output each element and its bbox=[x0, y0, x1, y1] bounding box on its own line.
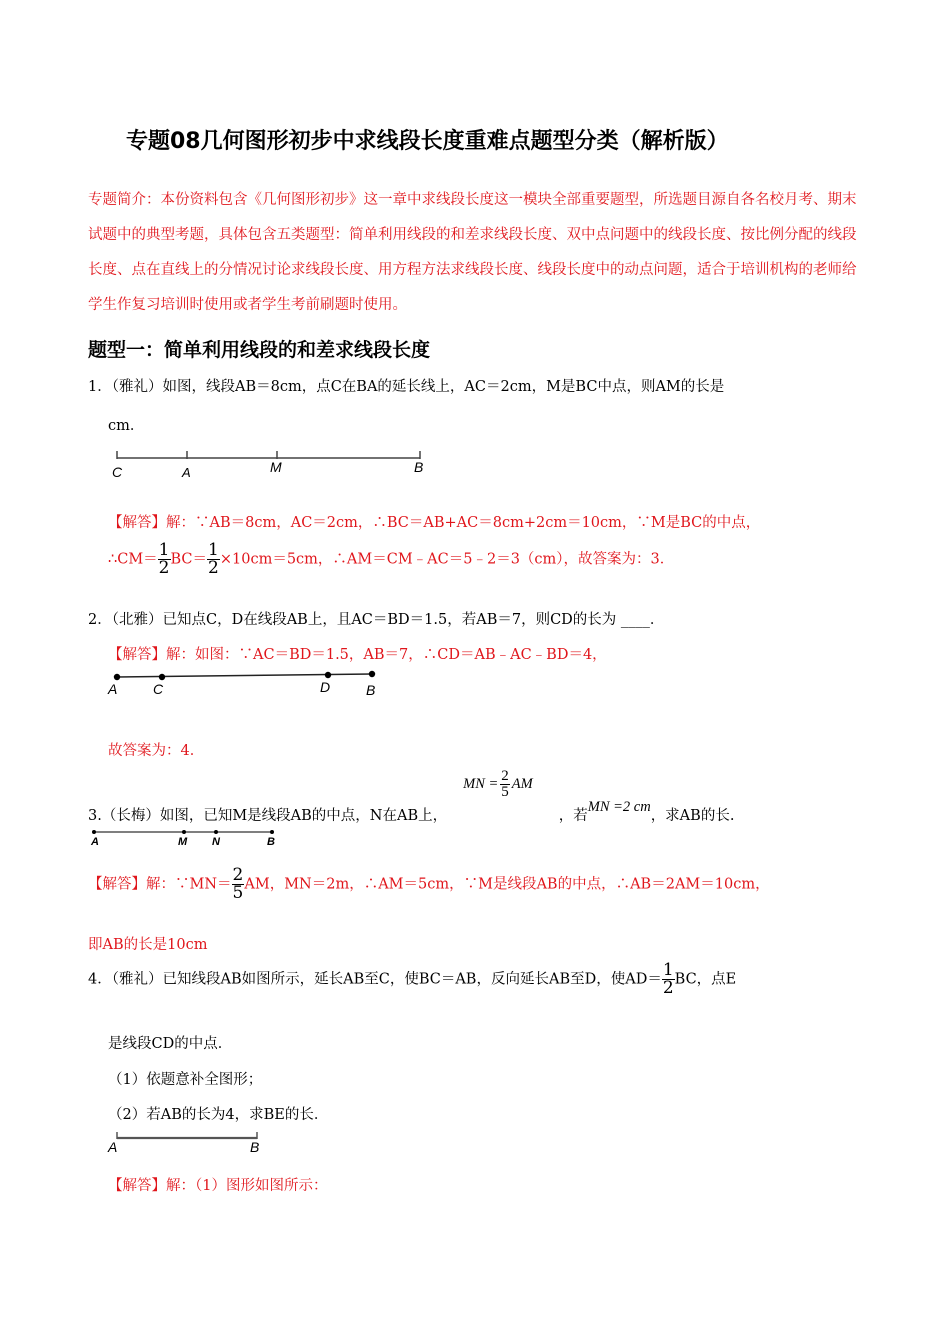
q4-label-a: A bbox=[108, 1139, 118, 1155]
q3-label-b: B bbox=[267, 836, 275, 848]
q2-segment-figure bbox=[110, 670, 380, 690]
q2-text: 2．（北雅）已知点C，D在线段AB上，且AC＝BD＝1.5，若AB＝7，则CD的长为 ____． bbox=[88, 612, 665, 628]
q2-point-c bbox=[159, 674, 165, 680]
fraction-two-fifths: $\frac{2}{5}$ bbox=[232, 865, 244, 903]
q4-text-cont: 是线段CD的中点． bbox=[108, 1036, 233, 1052]
q3-answer-line1: 【解答】解：∵MN＝ $\frac{2}{5}$ AM，MN＝2m，∴AM＝5cm，∵M是线段AB的中点，∴AB＝2AM＝10cm， bbox=[88, 865, 770, 903]
q1-text: 1．（雅礼）如图，线段AB＝8cm，点C在BA的延长线上，AC＝2cm，M是BC中点，则AM的长是 bbox=[88, 379, 725, 395]
q1-label-b: B bbox=[414, 459, 424, 475]
q3-label-a: A bbox=[91, 836, 99, 848]
q1-label-a: A bbox=[182, 465, 191, 480]
q3-text: 3.（长梅）如图，已知M是线段AB的中点，N在AB上，MN = $\frac{2}{5}$ AM，若MN =2 cm，求AB的长. bbox=[88, 768, 735, 824]
q4-text: 4．（雅礼）已知线段AB如图所示，延长AB至C，使BC＝AB，反向延长AB至D，使AD＝ $\frac{1}{2}$ BC，点E bbox=[88, 960, 737, 998]
q3-answer-line2: 即AB的长是10cm bbox=[88, 937, 208, 953]
q3-point-b bbox=[270, 830, 274, 834]
q2-label-b: B bbox=[366, 682, 376, 698]
q4-answer-line1: 【解答】解：（1）图形如图所示： bbox=[108, 1178, 328, 1194]
q3-label-n: N bbox=[212, 836, 220, 848]
q2-answer-line2: 故答案为：4． bbox=[108, 743, 205, 759]
q3-condition: MN =2 cm bbox=[587, 798, 651, 815]
intro-paragraph: 专题简介：本份资料包含《几何图形初步》这一章中求线段长度这一模块全部重要题型，所选题目源自各名校月考、期末试题中的典型考题，具体包含五类题型：简单利用线段的和差求线段长度、双中点问题中的线段长度、按比例分配的线段长度、点在直线上的分情况讨论求线段长度、用方程方法求线段长度、线段长度中的动点问题，适合于培训机构的老师给学生作复习培训时使用或者学生考前刷题时使用。 bbox=[88, 192, 857, 313]
q2-answer-line1: 【解答】解：如图：∵AC＝BD＝1.5，AB＝7，∴CD＝AB﹣AC﹣BD＝4， bbox=[108, 647, 607, 663]
q3-point-n bbox=[214, 830, 218, 834]
q1-answer-line1: 【解答】解：∵AB＝8cm，AC＝2cm，∴BC＝AB+AC＝8cm+2cm＝10cm，∵M是BC的中点， bbox=[108, 515, 761, 531]
fraction-half: $\frac{1}{2}$ bbox=[158, 540, 170, 578]
q3-label-m: M bbox=[178, 836, 188, 848]
fraction-half: $\frac{1}{2}$ bbox=[208, 540, 219, 578]
q1-text-cont: cm． bbox=[108, 418, 145, 434]
q4-part1: （1）依题意补全图形； bbox=[108, 1072, 263, 1088]
q1-answer-line2: ∴CM＝ $\frac{1}{2}$ BC＝ $\frac{1}{2}$ ×10cm＝5cm，∴AM＝CM﹣AC＝5﹣2＝3（cm），故答案为：3． bbox=[108, 540, 675, 578]
q2-point-b bbox=[369, 671, 375, 677]
q4-part2: （2）若AB的长为4，求BE的长． bbox=[108, 1107, 329, 1123]
page-title: 专题08几何图形初步中求线段长度重难点题型分类（解析版） bbox=[126, 129, 729, 154]
q2-line bbox=[117, 674, 372, 677]
q3-point-m bbox=[182, 830, 186, 834]
q1-label-m: M bbox=[270, 459, 282, 475]
q4-segment-figure bbox=[110, 1130, 270, 1146]
q2-point-a bbox=[114, 674, 120, 680]
q2-label-d: D bbox=[320, 679, 331, 695]
q3-ratio-formula: MN = $\frac{2}{5}$ AM bbox=[463, 768, 533, 800]
q3-point-a bbox=[92, 830, 96, 834]
fraction-two-fifths: $\frac{2}{5}$ bbox=[501, 768, 509, 800]
q1-label-c: C bbox=[112, 464, 123, 480]
fraction-half: $\frac{1}{2}$ bbox=[662, 960, 674, 998]
section-heading: 题型一：简单利用线段的和差求线段长度 bbox=[88, 339, 431, 361]
q2-label-c: C bbox=[153, 681, 164, 697]
q2-point-d bbox=[325, 672, 331, 678]
q4-label-b: B bbox=[250, 1139, 260, 1155]
q2-label-a: A bbox=[108, 681, 118, 697]
